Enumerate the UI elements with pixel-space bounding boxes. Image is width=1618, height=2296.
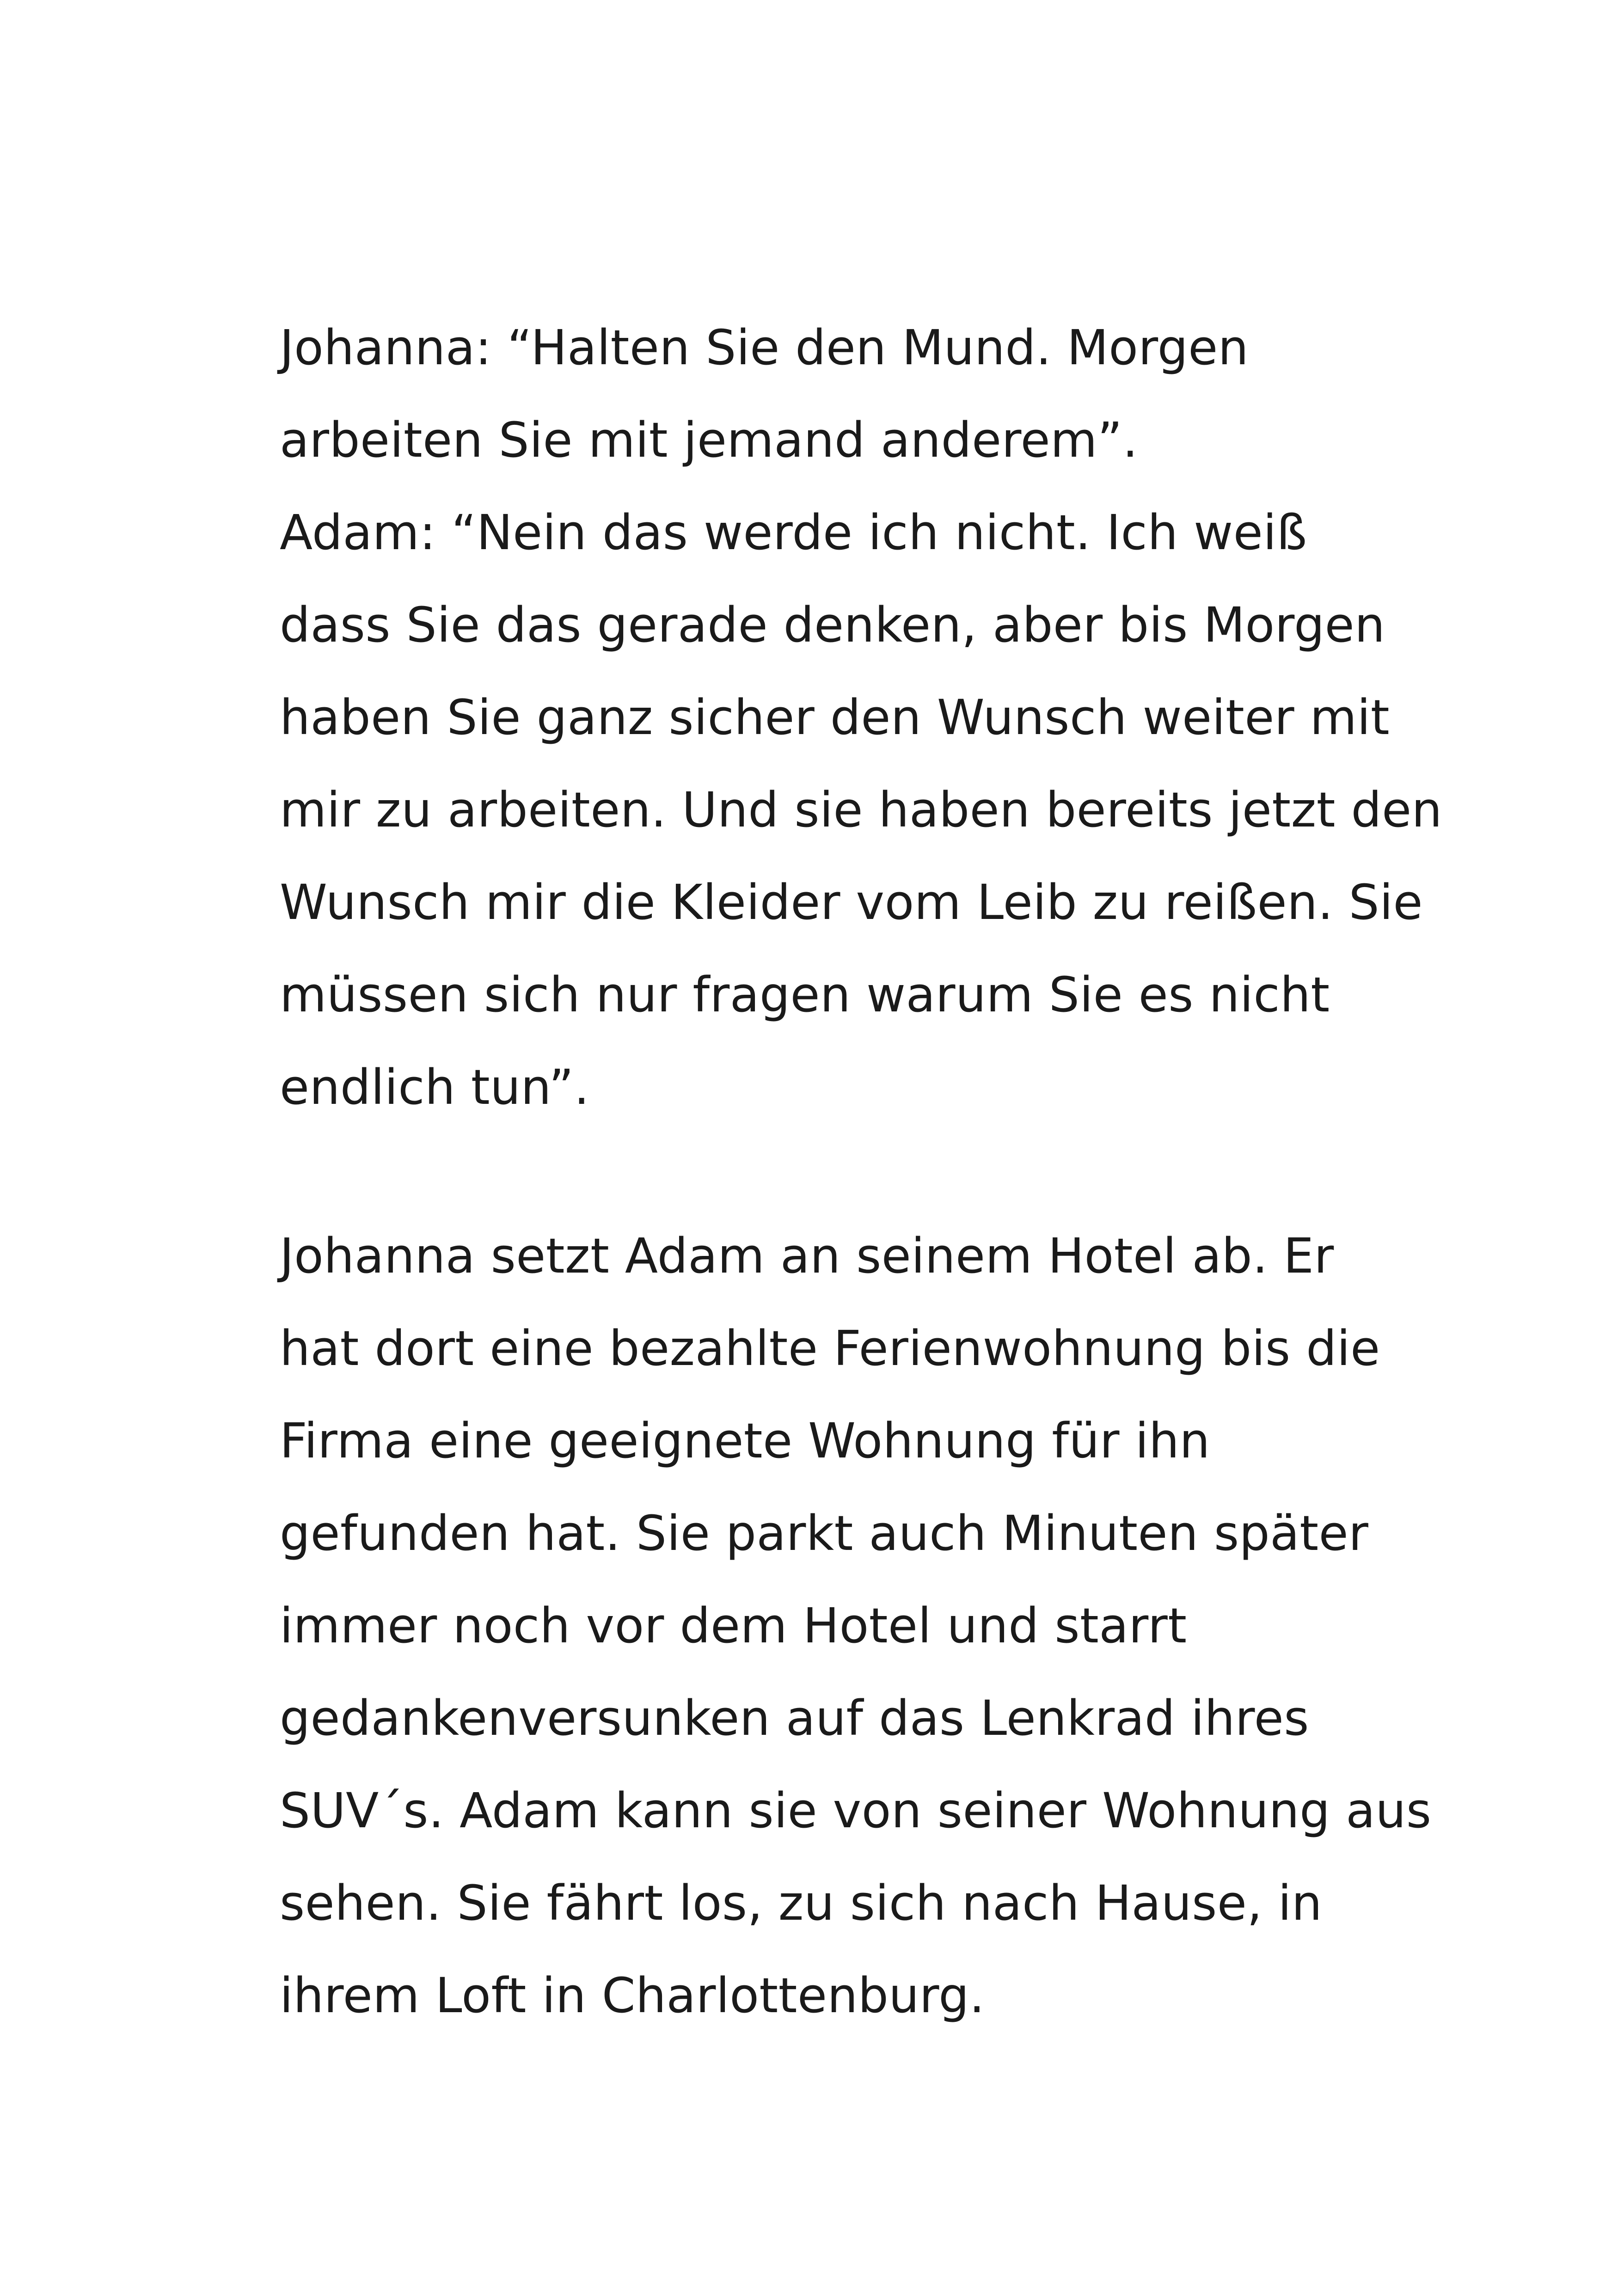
paragraph-2-line-1: Adam: “Nein das werde ich nicht. Ich weiß bbox=[280, 504, 1307, 561]
paragraph-3-line-5: immer noch vor dem Hotel und starrt bbox=[280, 1598, 1187, 1654]
paragraph-2-line-6: müssen sich nur fragen warum Sie es nicht bbox=[280, 967, 1330, 1023]
paragraph-3-line-4: gefunden hat. Sie parkt auch Minuten später bbox=[280, 1505, 1369, 1561]
paragraph-3-line-7: SUV´s. Adam kann sie von seiner Wohnung aus bbox=[280, 1782, 1432, 1839]
paragraph-3-line-2: hat dort eine bezahlte Ferienwohnung bis die bbox=[280, 1320, 1380, 1377]
paragraph-2-line-5: Wunsch mir die Kleider vom Leib zu reißen. Sie bbox=[280, 874, 1423, 931]
paragraph-2-line-3: haben Sie ganz sicher den Wunsch weiter mit bbox=[280, 689, 1390, 746]
paragraph-3-line-9: ihrem Loft in Charlottenburg. bbox=[280, 1967, 985, 2024]
paragraph-2-line-2: dass Sie das gerade denken, aber bis Morgen bbox=[280, 597, 1385, 653]
paragraph-2-line-7: endlich tun”. bbox=[280, 1059, 590, 1115]
paragraph-3-line-1: Johanna setzt Adam an seinem Hotel ab. Er bbox=[280, 1228, 1334, 1284]
paragraph-1-line-1: Johanna: “Halten Sie den Mund. Morgen bbox=[280, 319, 1249, 376]
paragraph-3-line-3: Firma eine geeignete Wohnung für ihn bbox=[280, 1413, 1210, 1469]
paragraph-3-line-6: gedankenversunken auf das Lenkrad ihres bbox=[280, 1690, 1309, 1746]
paragraph-1-line-2: arbeiten Sie mit jemand anderem”. bbox=[280, 412, 1138, 468]
paragraph-2-line-4: mir zu arbeiten. Und sie haben bereits jetzt den bbox=[280, 782, 1442, 838]
paragraph-3-line-8: sehen. Sie fährt los, zu sich nach Hause, in bbox=[280, 1875, 1323, 1931]
